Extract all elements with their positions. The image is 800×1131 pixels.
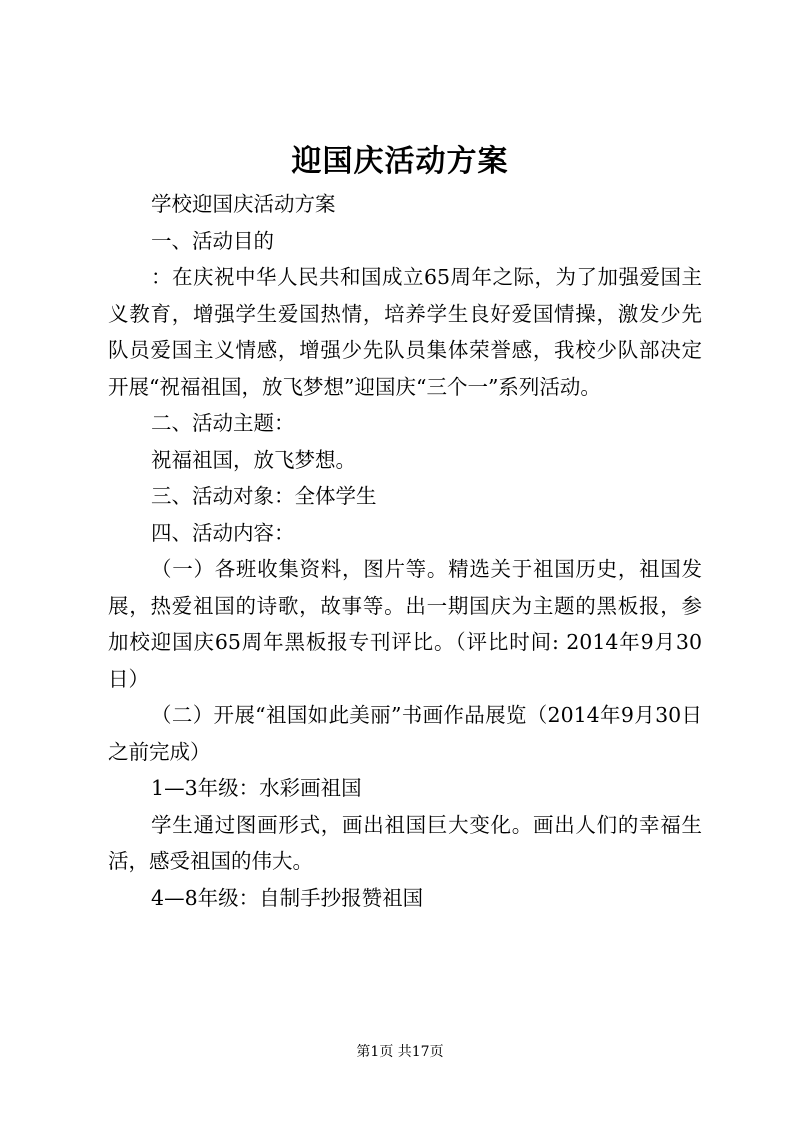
- paragraph-purpose: ：在庆祝中华人民共和国成立65周年之际，为了加强爱国主义教育，增强学生爱国热情，培养学生良好爱国情操，激发少先队员爱国主义情感，增强少先队员集体荣誉感，我校少队部决定开展“祝福祖国，放飞梦想”迎国庆“三个一”系列活动。: [108, 265, 702, 399]
- page-number-footer: 第1页 共17页: [356, 1044, 444, 1060]
- paragraph-section-1-heading: 一、活动目的: [151, 228, 275, 253]
- document-body: [108, 186, 702, 916]
- document-title: 迎国庆活动方案: [291, 144, 509, 179]
- paragraph-content-2: （二）开展“祖国如此美丽”书画作品展览（2014年9月30日之前完成）: [108, 703, 702, 764]
- paragraph-grade-4-8: 4—8年级：自制手抄报赞祖国: [151, 885, 424, 910]
- paragraph-section-4-heading: 四、活动内容：: [151, 520, 295, 545]
- paragraph-grade-1-3: 1—3年级：水彩画祖国: [151, 776, 362, 800]
- paragraph-theme: 祝福祖国，放飞梦想。: [151, 447, 357, 472]
- paragraph-grade-1-3-desc: 学生通过图画形式，画出祖国巨大变化。画出人们的幸福生活，感受祖国的伟大。: [108, 812, 702, 873]
- paragraph-subtitle: 学校迎国庆活动方案: [151, 192, 336, 216]
- paragraph-section-2-heading: 二、活动主题：: [151, 411, 295, 435]
- paragraph-section-3-heading: 三、活动对象：全体学生: [151, 484, 377, 508]
- paragraph-content-1: （一）各班收集资料，图片等。精选关于祖国历史，祖国发展，热爱祖国的诗歌，故事等。出一期国庆为主题的黑板报，参加校迎国庆65周年黑板报专刊评比。（评比时间: 2014年9月30日）: [108, 557, 702, 691]
